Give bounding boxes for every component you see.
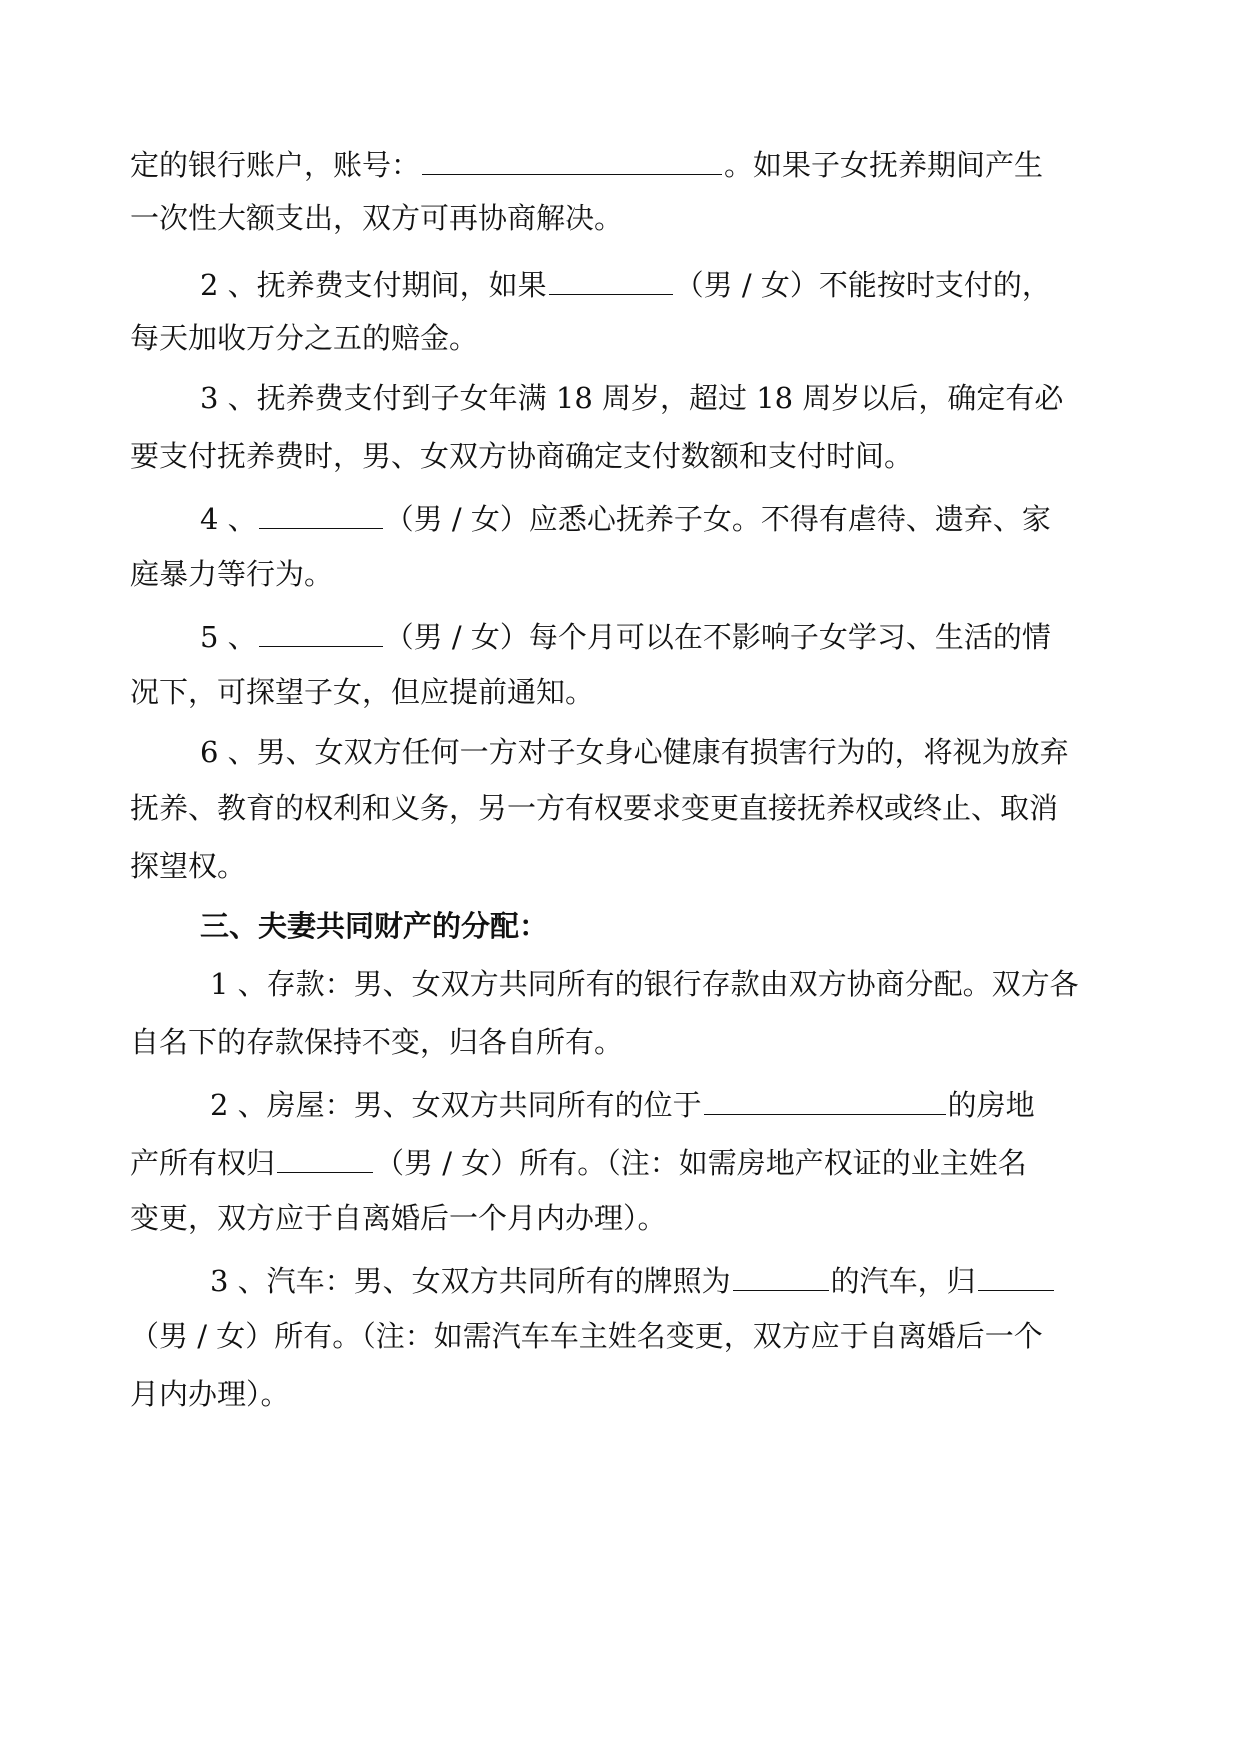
text-segment: 每天加收万分之五的赔金。 xyxy=(130,321,479,355)
text-segment: 要支付抚养费时，男、女双方协商确定支付数额和支付时间。 xyxy=(130,439,914,473)
property-location-blank xyxy=(704,1088,946,1115)
paragraph-line xyxy=(210,967,1079,1001)
text-segment: 探望权。 xyxy=(130,849,247,883)
text-segment: 2 、房屋：男、女双方共同所有的位于 xyxy=(210,1088,702,1122)
paragraph-line xyxy=(130,321,479,355)
paragraph-line xyxy=(210,1264,1056,1296)
payer-blank xyxy=(549,268,673,295)
text-segment: 2 、抚养费支付期间，如果 xyxy=(200,268,547,302)
text-segment: （男 / 女）应悉心抚养子女。不得有虐待、遗弃、家 xyxy=(384,502,1051,536)
paragraph-line xyxy=(130,1377,290,1411)
text-segment: 6 、男、女双方任何一方对子女身心健康有损害行为的，将视为放弃 xyxy=(200,735,1069,769)
text-segment: 1 、存款：男、女双方共同所有的银行存款由双方协商分配。双方各 xyxy=(210,967,1079,1001)
text-segment: 的汽车，归 xyxy=(830,1264,976,1298)
text-segment: 。如果子女抚养期间产生 xyxy=(724,148,1044,182)
text-segment: 自名下的存款保持不变，归各自所有。 xyxy=(130,1025,624,1059)
section-heading xyxy=(200,909,549,943)
text-segment: 况下，可探望子女，但应提前通知。 xyxy=(130,675,595,709)
paragraph-line xyxy=(130,1201,667,1235)
paragraph-line xyxy=(130,148,1043,180)
paragraph-line xyxy=(130,675,595,709)
paragraph-line xyxy=(130,1025,624,1059)
text-segment: （男 / 女）所有。（注：如需汽车车主姓名变更，双方应于自离婚后一个 xyxy=(130,1319,1043,1353)
paragraph-line xyxy=(130,557,334,591)
text-segment: （男 / 女）不能按时支付的， xyxy=(674,268,1051,302)
paragraph-line xyxy=(130,1319,1043,1353)
text-segment: 3 、抚养费支付到子女年满 18 周岁，超过 18 周岁以后，确定有必 xyxy=(200,381,1064,415)
text-segment: 变更，双方应于自离婚后一个月内办理）。 xyxy=(130,1201,667,1235)
text-segment: 月内办理）。 xyxy=(130,1377,290,1411)
text-segment: 庭暴力等行为。 xyxy=(130,557,334,591)
paragraph-line xyxy=(130,1146,1027,1178)
text-segment: 产所有权归 xyxy=(130,1146,276,1180)
custodian-blank xyxy=(259,502,383,529)
text-segment: 一次性大额支出，双方可再协商解决。 xyxy=(130,201,624,235)
car-owner-blank xyxy=(978,1264,1054,1291)
text-segment: 的房地 xyxy=(947,1088,1035,1122)
paragraph-line xyxy=(200,381,1064,415)
section-heading-text: 三、夫妻共同财产的分配： xyxy=(200,909,549,943)
paragraph-line xyxy=(130,849,247,883)
paragraph-line xyxy=(130,791,1059,825)
visitor-blank xyxy=(259,620,383,647)
text-segment: 4 、 xyxy=(200,502,257,536)
paragraph-line xyxy=(200,620,1051,652)
paragraph-line xyxy=(200,735,1069,769)
paragraph-line xyxy=(200,268,1051,300)
license-plate-blank xyxy=(733,1264,829,1291)
text-segment: （男 / 女）每个月可以在不影响子女学习、生活的情 xyxy=(384,620,1051,654)
paragraph-line xyxy=(210,1088,1035,1120)
account-number-blank xyxy=(422,148,722,175)
paragraph-line xyxy=(130,201,624,235)
text-segment: 5 、 xyxy=(200,620,257,654)
text-segment: 定的银行账户，账号： xyxy=(130,148,421,182)
text-segment: 3 、汽车：男、女双方共同所有的牌照为 xyxy=(210,1264,731,1298)
paragraph-line xyxy=(130,439,914,473)
text-segment: 抚养、教育的权利和义务，另一方有权要求变更直接抚养权或终止、取消 xyxy=(130,791,1059,825)
paragraph-line xyxy=(200,502,1051,534)
property-owner-blank xyxy=(277,1146,373,1173)
text-segment: （男 / 女）所有。（注：如需房地产权证的业主姓名 xyxy=(375,1146,1027,1180)
